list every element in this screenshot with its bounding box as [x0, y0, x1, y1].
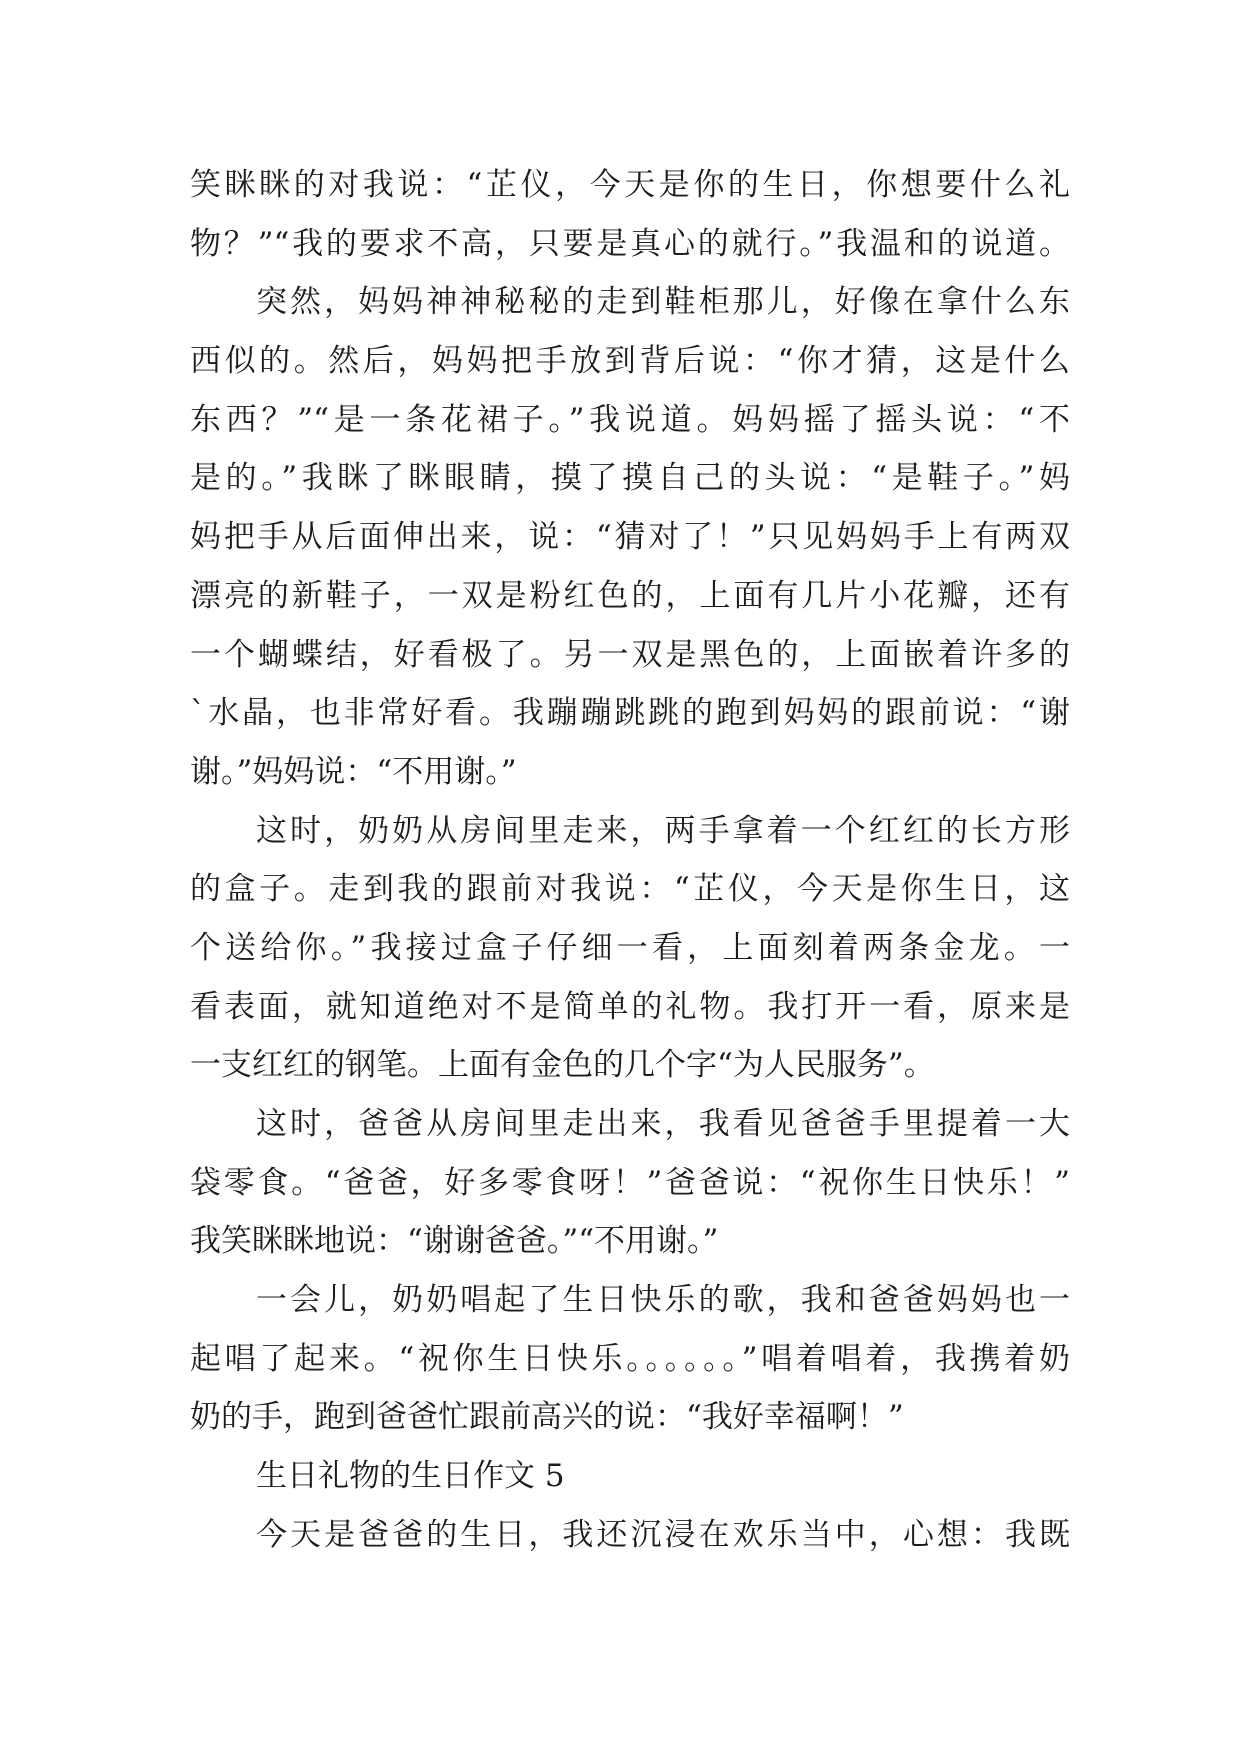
- text-line: 一个蝴蝶结，好看极了。另一双是黑色的，上面嵌着许多的: [190, 636, 1070, 673]
- text-line: 一支红红的钢笔。上面有金色的几个字“为人民服务”。: [190, 1047, 935, 1084]
- text-line: 这时，奶奶从房间里走来，两手拿着一个红红的长方形: [256, 812, 1070, 849]
- text-line: 漂亮的新鞋子，一双是粉红色的，上面有几片小花瓣，还有: [190, 577, 1070, 614]
- text-line: 东西？”“是一条花裙子。”我说道。妈妈摇了摇头说：“不: [190, 401, 1070, 438]
- text-line: 我笑眯眯地说：“谢谢爸爸。”“不用谢。”: [190, 1223, 719, 1260]
- text-line: 袋零食。“爸爸，好多零食呀！”爸爸说：“祝你生日快乐！”: [190, 1164, 1070, 1201]
- document-body: [190, 156, 1070, 1565]
- text-line: 的盒子。走到我的跟前对我说：“芷仪，今天是你生日，这: [190, 871, 1070, 908]
- text-line: 这时，爸爸从房间里走出来，我看见爸爸手里提着一大: [256, 1106, 1070, 1142]
- text-line: 今天是爸爸的生日，我还沉浸在欢乐当中，心想：我既: [256, 1516, 1070, 1553]
- text-line: 突然，妈妈神神秘秘的走到鞋柜那儿，好像在拿什么东: [256, 284, 1070, 321]
- text-line: 物？”“我的要求不高，只要是真心的就行。”我温和的说道。: [190, 225, 1070, 262]
- text-line: 是的。”我眯了眯眼睛，摸了摸自己的头说：“是鞋子。”妈: [190, 460, 1070, 497]
- text-line: 一会儿，奶奶唱起了生日快乐的歌，我和爸爸妈妈也一: [256, 1282, 1070, 1319]
- text-line: `水晶，也非常好看。我蹦蹦跳跳的跑到妈妈的跟前说：“谢: [190, 695, 1070, 732]
- text-line: 笑眯眯的对我说：“芷仪，今天是你的生日，你想要什么礼: [190, 167, 1070, 203]
- text-line: 奶的手，跑到爸爸忙跟前高兴的说：“我好幸福啊！”: [190, 1399, 904, 1436]
- text-line: 谢。”妈妈说：“不用谢。”: [190, 753, 517, 790]
- text-line: 起唱了起来。“祝你生日快乐。。。。。。”唱着唱着，我携着奶: [190, 1340, 1070, 1377]
- text-line: 妈把手从后面伸出来，说：“猜对了！”只见妈妈手上有两双: [190, 519, 1070, 556]
- text-line: 看表面，就知道绝对不是简单的礼物。我打开一看，原来是: [190, 988, 1070, 1025]
- section-heading: 生日礼物的生日作文 5: [256, 1458, 565, 1495]
- text-line: 西似的。然后，妈妈把手放到背后说：“你才猜，这是什么: [190, 343, 1070, 380]
- text-line: 个送给你。”我接过盒子仔细一看，上面刻着两条金龙。一: [190, 929, 1070, 966]
